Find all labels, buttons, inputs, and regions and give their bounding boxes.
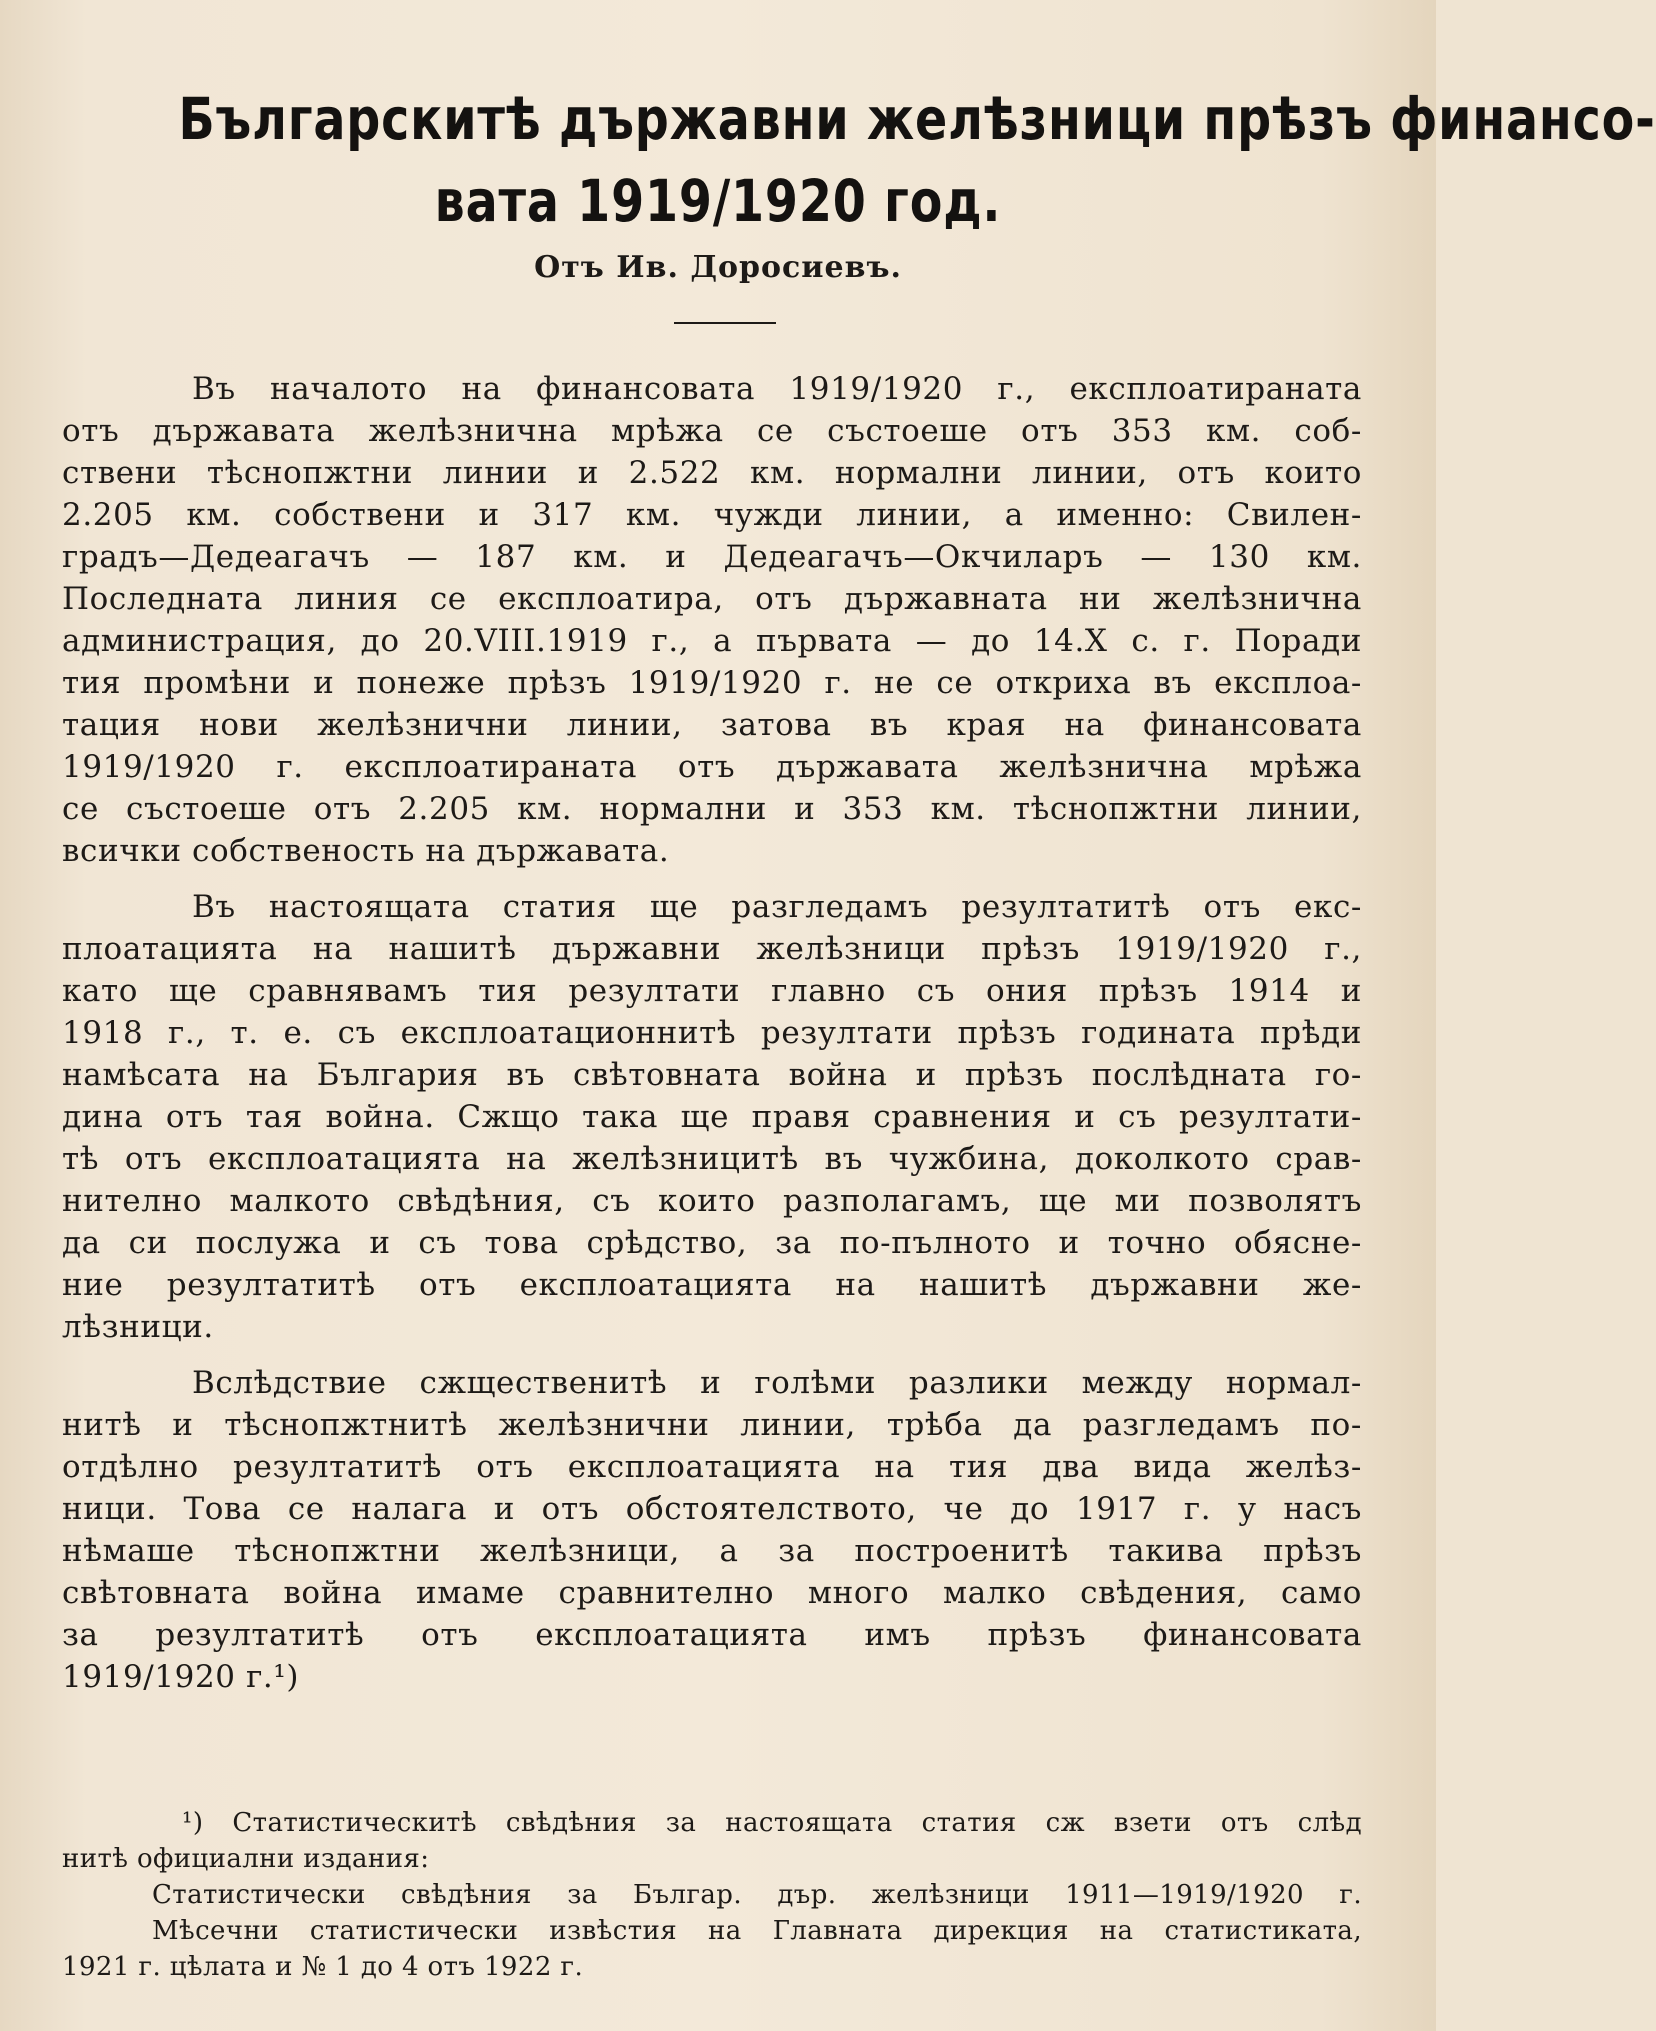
article-title bbox=[178, 78, 1656, 242]
text-line: дина отъ тая война. Сжщо така ще правя сравнения и съ резултати- bbox=[62, 1099, 1362, 1135]
text-line: да си послужа и съ това срѣдство, за по-пълното и точно обясне- bbox=[62, 1225, 1362, 1261]
text-line: намѣсата на България въ свѣтовната война и прѣзъ послѣдната го- bbox=[62, 1057, 1362, 1093]
author-byline: Отъ Ив. Доросиевъ. bbox=[534, 250, 902, 285]
text-line: Вслѣдствие сжщественитѣ и голѣми разлики между нормал- bbox=[192, 1365, 1362, 1401]
text-line: нително малкото свѣдѣния, съ които разполагамъ, ще ми позволятъ bbox=[62, 1183, 1362, 1219]
text-line: всички собственость на държавата. bbox=[62, 833, 670, 869]
text-line: 1919/1920 г.¹) bbox=[62, 1659, 300, 1695]
footnote-line: нитѣ официални издания: bbox=[62, 1844, 430, 1874]
text-line: тация нови желѣзнични линии, затова въ края на финансовата bbox=[62, 707, 1362, 743]
text-line: отъ държавата желѣзнична мрѣжа се състоеше отъ 353 км. соб- bbox=[62, 413, 1362, 449]
text-line: тия промѣни и понеже прѣзъ 1919/1920 г. не се откриха въ експлоа- bbox=[62, 665, 1362, 701]
text-line: нитѣ и тѣснопжтнитѣ желѣзнични линии, трѣба да разгледамъ по- bbox=[62, 1407, 1362, 1443]
text-line: Въ настоящата статия ще разгледамъ резултатитѣ отъ екс- bbox=[192, 889, 1362, 925]
text-line: ствени тѣснопжтни линии и 2.522 км. нормални линии, отъ които bbox=[62, 455, 1362, 491]
title-line: Българскитѣ държавни желѣзници прѣзъ финансо- bbox=[178, 85, 1656, 153]
footnote-line: Статистически свѣдѣния за Българ. дър. желѣзници 1911—1919/1920 г. bbox=[152, 1880, 1362, 1910]
text-line: Въ началото на финансовата 1919/1920 г., експлоатираната bbox=[192, 371, 1362, 407]
text-line: тѣ отъ експлоатацията на желѣзницитѣ въ чужбина, доколкото срав- bbox=[62, 1141, 1362, 1177]
text-line: градъ—Дедеагачъ — 187 км. и Дедеагачъ—Окчиларъ — 130 км. bbox=[62, 539, 1362, 575]
paragraph-3 bbox=[62, 1362, 1362, 1698]
text-line: ници. Това се налага и отъ обстоятелството, че до 1917 г. у насъ bbox=[62, 1491, 1362, 1527]
title-divider bbox=[674, 322, 776, 324]
text-line: 1918 г., т. е. съ експлоатационнитѣ резултати прѣзъ годината прѣди bbox=[62, 1015, 1362, 1051]
text-line: отдѣлно резултатитѣ отъ експлоатацията на тия два вида желѣз- bbox=[62, 1449, 1362, 1485]
footnote-line: Мѣсечни статистически извѣстия на Главната дирекция на статистиката, bbox=[152, 1916, 1362, 1946]
text-line: лѣзници. bbox=[62, 1309, 214, 1345]
text-line: 2.205 км. собствени и 317 км. чужди линии, а именно: Свилен- bbox=[62, 497, 1362, 533]
text-line: администрация, до 20.VIII.1919 г., а първата — до 14.X с. г. Поради bbox=[62, 623, 1362, 659]
paragraph-2 bbox=[62, 886, 1362, 1348]
text-line: свѣтовната война имаме сравнително много малко свѣдения, само bbox=[62, 1575, 1362, 1611]
title-line: вата 1919/1920 год. bbox=[434, 167, 1002, 235]
footnote-line: ¹) Статистическитѣ свѣдѣния за настоящата статия сж взети отъ слѣд bbox=[182, 1808, 1362, 1838]
text-line: за резултатитѣ отъ експлоатацията имъ прѣзъ финансовата bbox=[62, 1617, 1362, 1653]
text-line: се състоеше отъ 2.205 км. нормални и 353 км. тѣснопжтни линии, bbox=[62, 791, 1362, 827]
text-line: като ще сравнявамъ тия резултати главно съ ония прѣзъ 1914 и bbox=[62, 973, 1362, 1009]
text-line: Последната линия се експлоатира, отъ държавната ни желѣзнична bbox=[62, 581, 1362, 617]
footnote bbox=[62, 1805, 1362, 1985]
text-line: ние резултатитѣ отъ експлоатацията на нашитѣ държавни же- bbox=[62, 1267, 1362, 1303]
footnote-line: 1921 г. цѣлата и № 1 до 4 отъ 1922 г. bbox=[62, 1952, 584, 1982]
paragraph-1 bbox=[62, 368, 1362, 872]
article-body bbox=[62, 368, 1362, 1698]
text-line: 1919/1920 г. експлоатираната отъ държавата желѣзнична мрѣжа bbox=[62, 749, 1362, 785]
text-line: плоатацията на нашитѣ държавни желѣзници прѣзъ 1919/1920 г., bbox=[62, 931, 1362, 967]
text-line: нѣмаше тѣснопжтни желѣзници, а за построенитѣ такива прѣзъ bbox=[62, 1533, 1362, 1569]
